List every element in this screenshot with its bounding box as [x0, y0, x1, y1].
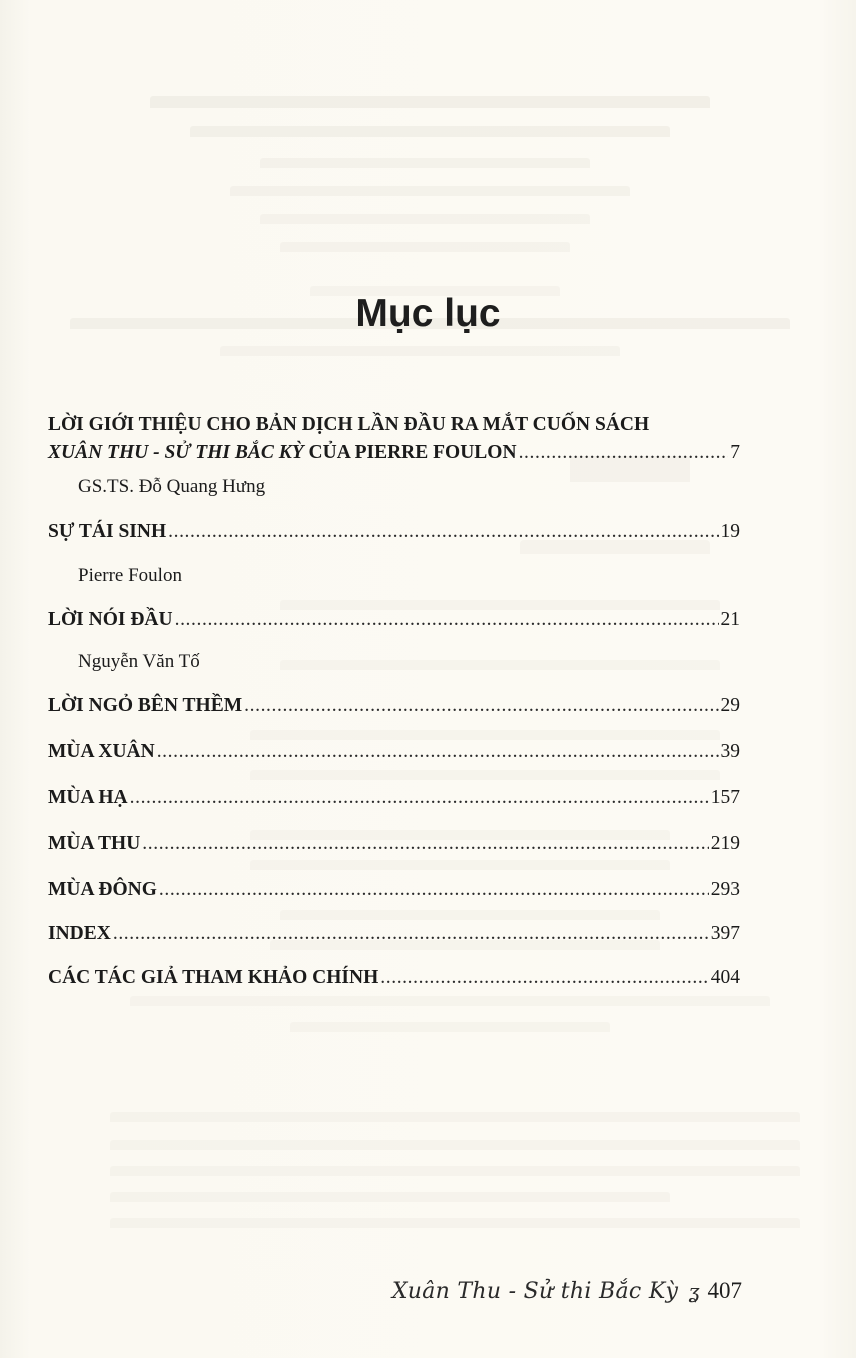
dot-leader — [130, 785, 709, 811]
toc-page-number: 39 — [720, 741, 740, 762]
toc-entry-label: MÙA HẠ — [48, 787, 128, 808]
toc-entry-mua-thu[interactable] — [48, 831, 740, 857]
toc-entry-label: MÙA XUÂN — [48, 741, 155, 762]
toc-page-number: 157 — [710, 787, 740, 808]
toc-entry-su-tai-sinh[interactable] — [48, 519, 740, 589]
dot-leader — [175, 607, 719, 633]
dot-leader — [113, 921, 709, 947]
book-title-author: CỦA PIERRE FOULON — [303, 442, 517, 463]
page-title: Mục lục — [355, 292, 501, 335]
running-title: Xuân Thu - Sử thi Bắc Kỳ — [391, 1279, 679, 1304]
toc-title-container — [0, 292, 856, 336]
toc-page-number: 19 — [720, 521, 740, 542]
toc-page-number: 21 — [720, 609, 740, 630]
dot-leader — [142, 831, 708, 857]
toc-entry-introduction[interactable] — [48, 412, 740, 500]
page-footer — [0, 1278, 742, 1304]
toc-entry-mua-dong[interactable] — [48, 877, 740, 903]
toc-page-number: 219 — [710, 833, 740, 854]
dot-leader — [519, 440, 729, 466]
dot-leader — [159, 877, 709, 903]
toc-entry-cac-tac-gia-tham-khao[interactable] — [48, 965, 740, 991]
toc-entry-label: LỜI NGỎ BÊN THỀM — [48, 695, 243, 716]
toc-page-number: 29 — [720, 695, 740, 716]
toc-entry-label-line2 — [48, 440, 517, 466]
toc-entry-index[interactable] — [48, 921, 740, 947]
toc-entry-label: LỜI NÓI ĐẦU — [48, 609, 173, 630]
book-title-italic: XUÂN THU - SỬ THI BẮC KỲ — [48, 442, 304, 463]
dot-leader — [244, 693, 718, 719]
dot-leader — [157, 739, 719, 765]
toc-page-number: 293 — [710, 879, 740, 900]
toc-entry-label: SỰ TÁI SINH — [48, 521, 167, 542]
toc-entry-mua-ha[interactable] — [48, 785, 740, 811]
toc-page-number: 404 — [710, 967, 740, 988]
toc-entry-author: Pierre Foulon — [78, 565, 182, 586]
toc-entry-label: MÙA THU — [48, 833, 141, 854]
page-number: 407 — [707, 1278, 742, 1303]
toc-entry-loi-ngo-ben-them[interactable] — [48, 693, 740, 719]
toc-entry-label: INDEX — [48, 923, 111, 944]
dot-leader — [380, 965, 708, 991]
toc-entry-label: CÁC TÁC GIẢ THAM KHẢO CHÍNH — [48, 967, 379, 988]
toc-entry-mua-xuan[interactable] — [48, 739, 740, 765]
ornament-icon: ʓ — [688, 1279, 700, 1303]
toc-entry-label-line1: LỜI GIỚI THIỆU CHO BẢN DỊCH LẦN ĐẦU RA MẮT CUỐN SÁCH — [48, 414, 650, 435]
toc-entry-label: MÙA ĐÔNG — [48, 879, 157, 900]
toc-entry-loi-noi-dau[interactable] — [48, 607, 740, 675]
toc-entry-author: GS.TS. Đỗ Quang Hưng — [78, 476, 266, 497]
toc-entry-author: Nguyễn Văn Tố — [78, 651, 200, 672]
dot-leader — [168, 519, 718, 545]
table-of-contents — [48, 412, 740, 991]
toc-page-number: 7 — [730, 442, 740, 463]
toc-page-number: 397 — [710, 923, 740, 944]
